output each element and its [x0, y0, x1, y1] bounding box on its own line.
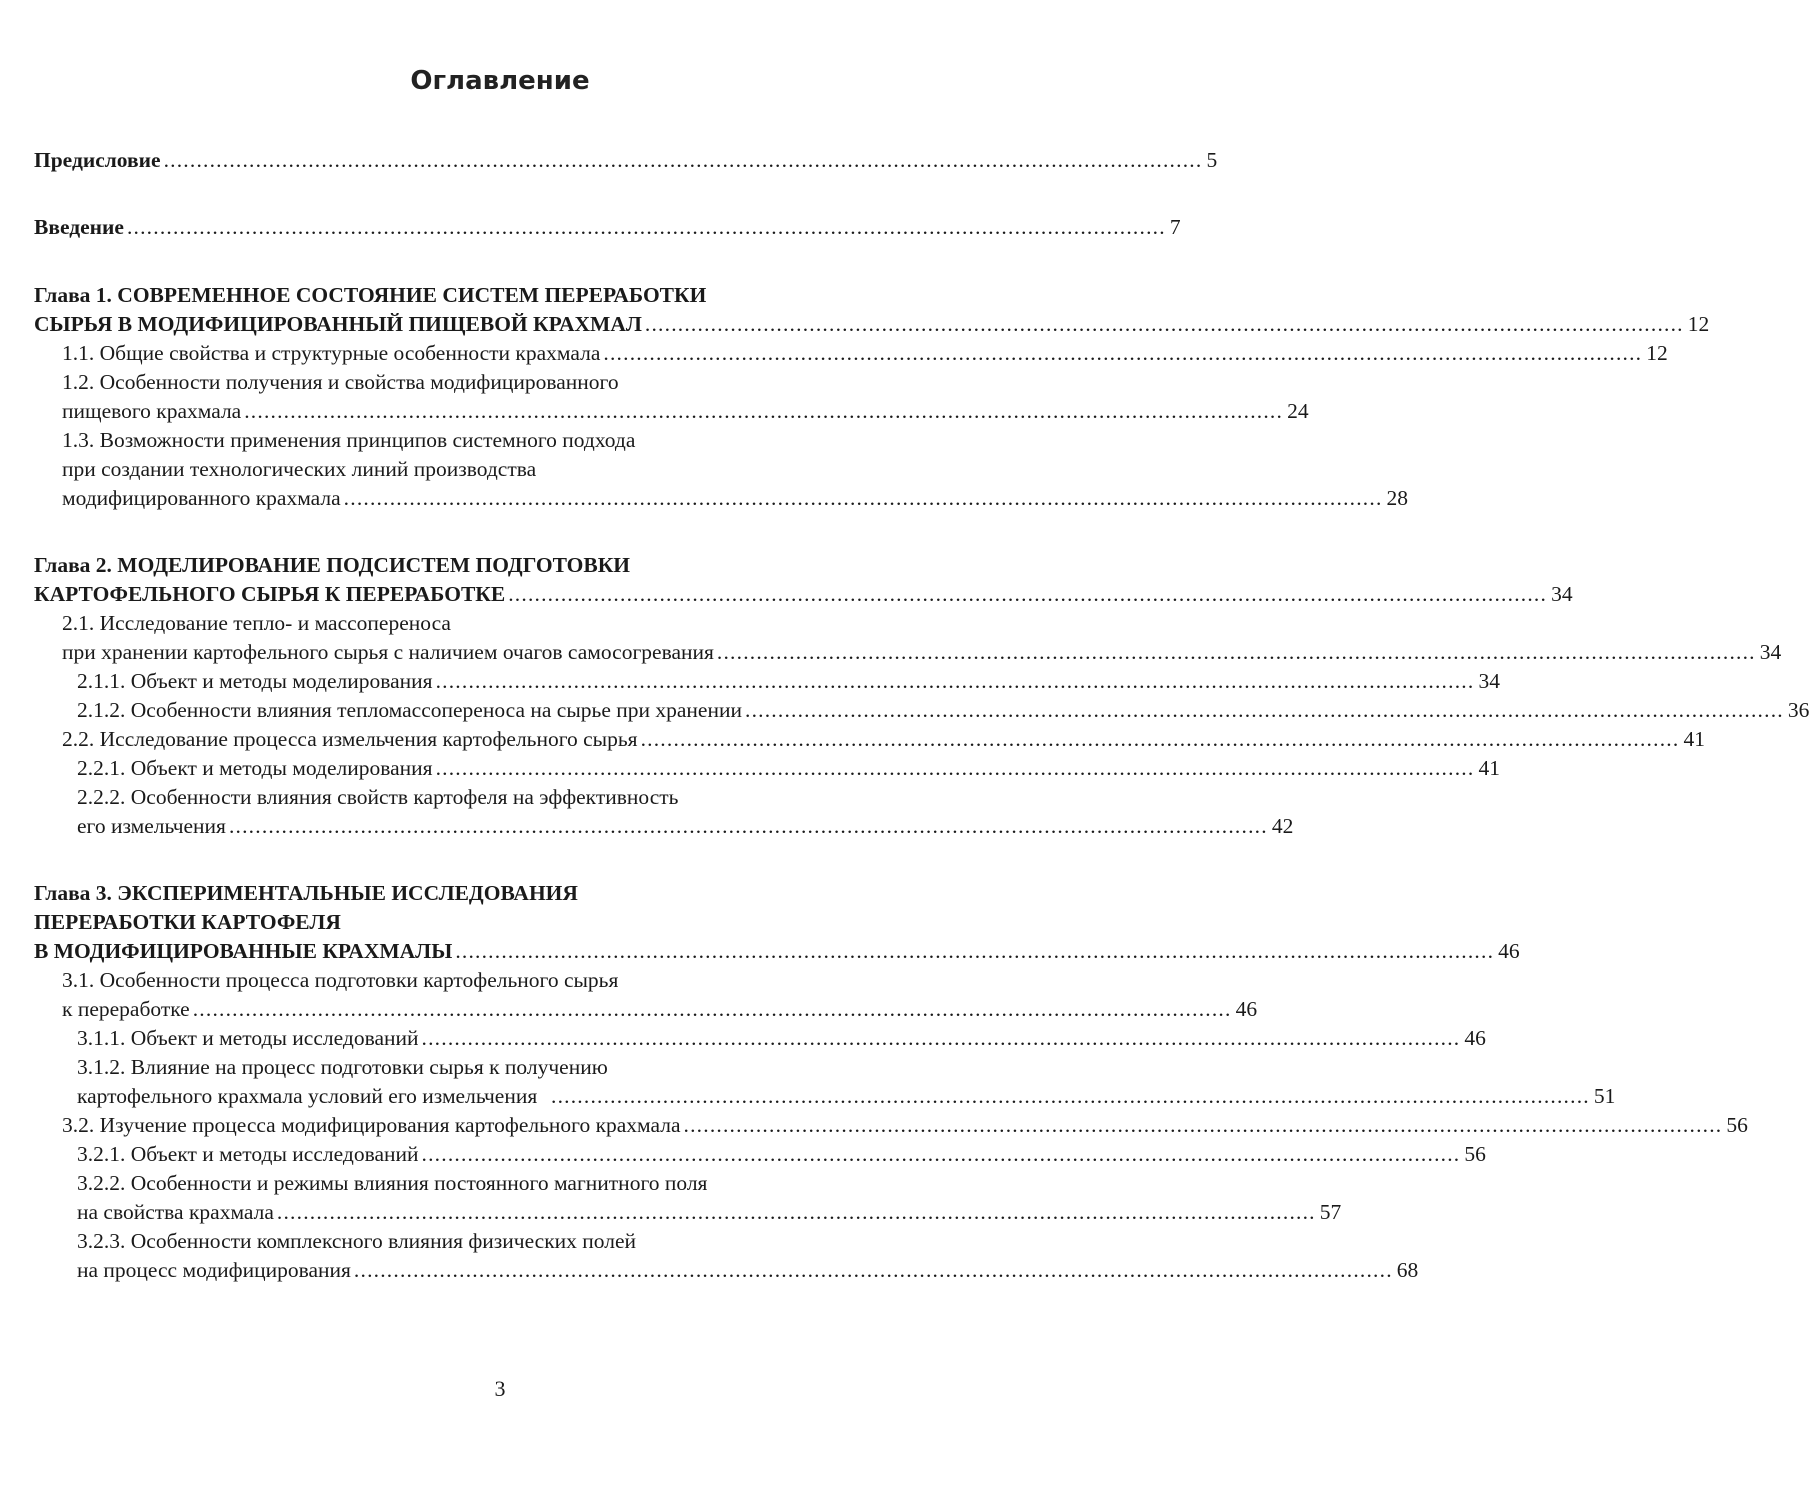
toc-section-1-3-line2: при создании технологических линий производства [62, 457, 537, 481]
toc-section-3-1-heading[interactable]: 3.1. Особенности процесса подготовки картофельного сырья [62, 968, 619, 992]
toc-chapter-2-heading[interactable]: Глава 2. МОДЕЛИРОВАНИЕ ПОДСИСТЕМ ПОДГОТОВКИ [34, 553, 631, 577]
page-number: 3 [494, 1376, 506, 1401]
toc-subsection-3-1-1[interactable]: 3.1.1. Объект и методы исследований .............................................................................................................................................................. 46 [77, 1026, 1486, 1050]
toc-subsection-2-1-1[interactable]: 2.1.1. Объект и методы моделирования .............................................................................................................................................................. 34 [77, 669, 1500, 693]
toc-section-2-2[interactable]: 2.2. Исследование процесса измельчения картофельного сырья .............................................................................................................................................................. 41 [62, 727, 1705, 751]
toc-section-3-1[interactable]: к переработке .............................................................................................................................................................. 46 [62, 997, 1258, 1021]
toc-subsection-3-2-3-heading[interactable]: 3.2.3. Особенности комплексного влияния физических полей [77, 1229, 637, 1253]
toc-subsection-3-1-2-heading[interactable]: 3.1.2. Влияние на процесс подготовки сырья к получению [77, 1055, 608, 1079]
toc-chapter-3-line2: ПЕРЕРАБОТКИ КАРТОФЕЛЯ [34, 910, 341, 934]
toc-subsection-3-2-2-heading[interactable]: 3.2.2. Особенности и режимы влияния постоянного магнитного поля [77, 1171, 708, 1195]
toc-section-1-2[interactable]: пищевого крахмала .............................................................................................................................................................. 24 [62, 399, 1309, 423]
toc-subsection-3-2-2[interactable]: на свойства крахмала .............................................................................................................................................................. 57 [77, 1200, 1342, 1224]
toc-subsection-2-2-2-heading[interactable]: 2.2.2. Особенности влияния свойств картофеля на эффективность [77, 785, 679, 809]
toc-chapter-3[interactable]: В МОДИФИЦИРОВАННЫЕ КРАХМАЛЫ .............................................................................................................................................................. 46 [34, 939, 1520, 963]
toc-section-1-1[interactable]: 1.1. Общие свойства и структурные особенности крахмала .............................................................................................................................................................. 12 [62, 341, 1668, 365]
toc-section-1-3-heading[interactable]: 1.3. Возможности применения принципов системного подхода [62, 428, 636, 452]
toc-section-1-2-heading[interactable]: 1.2. Особенности получения и свойства модифицированного [62, 370, 619, 394]
toc-chapter-1[interactable]: СЫРЬЯ В МОДИФИЦИРОВАННЫЙ ПИЩЕВОЙ КРАХМАЛ .............................................................................................................................................................. 12 [34, 312, 1710, 336]
toc-chapter-2[interactable]: КАРТОФЕЛЬНОГО СЫРЬЯ К ПЕРЕРАБОТКЕ .............................................................................................................................................................. 34 [34, 582, 1573, 606]
toc-section-3-2[interactable]: 3.2. Изучение процесса модифицирования картофельного крахмала .............................................................................................................................................................. 56 [62, 1113, 1748, 1137]
toc-subsection-3-2-1[interactable]: 3.2.1. Объект и методы исследований .............................................................................................................................................................. 56 [77, 1142, 1486, 1166]
toc-section-2-1-heading[interactable]: 2.1. Исследование тепло- и массопереноса [62, 611, 451, 635]
toc-section-2-1[interactable]: при хранении картофельного сырья с наличием очагов самосогревания .............................................................................................................................................................. 34 [62, 640, 1782, 664]
toc-entry-introduction[interactable]: Введение .............................................................................................................................................................. 7 [34, 215, 1181, 239]
page-title: Оглавление [410, 66, 590, 96]
toc-subsection-2-2-1[interactable]: 2.2.1. Объект и методы моделирования .............................................................................................................................................................. 41 [77, 756, 1500, 780]
toc-subsection-2-1-2[interactable]: 2.1.2. Особенности влияния тепломассопереноса на сырье при хранении .............................................................................................................................................................. 36 [77, 698, 1809, 722]
toc-subsection-3-1-2[interactable]: картофельного крахмала условий его измельчения .............................................................................................................................................................. 51 [77, 1084, 1616, 1108]
toc-chapter-3-heading[interactable]: Глава 3. ЭКСПЕРИМЕНТАЛЬНЫЕ ИССЛЕДОВАНИЯ [34, 881, 578, 905]
toc-subsection-3-2-3[interactable]: на процесс модифицирования .............................................................................................................................................................. 68 [77, 1258, 1419, 1282]
toc-section-1-3[interactable]: модифицированного крахмала .............................................................................................................................................................. 28 [62, 486, 1409, 510]
toc-subsection-2-2-2[interactable]: его измельчения .............................................................................................................................................................. 42 [77, 814, 1294, 838]
toc-entry-preface[interactable]: Предисловие .............................................................................................................................................................. 5 [34, 148, 1218, 172]
toc-chapter-1-heading[interactable]: Глава 1. СОВРЕМЕННОЕ СОСТОЯНИЕ СИСТЕМ ПЕРЕРАБОТКИ [34, 283, 707, 307]
